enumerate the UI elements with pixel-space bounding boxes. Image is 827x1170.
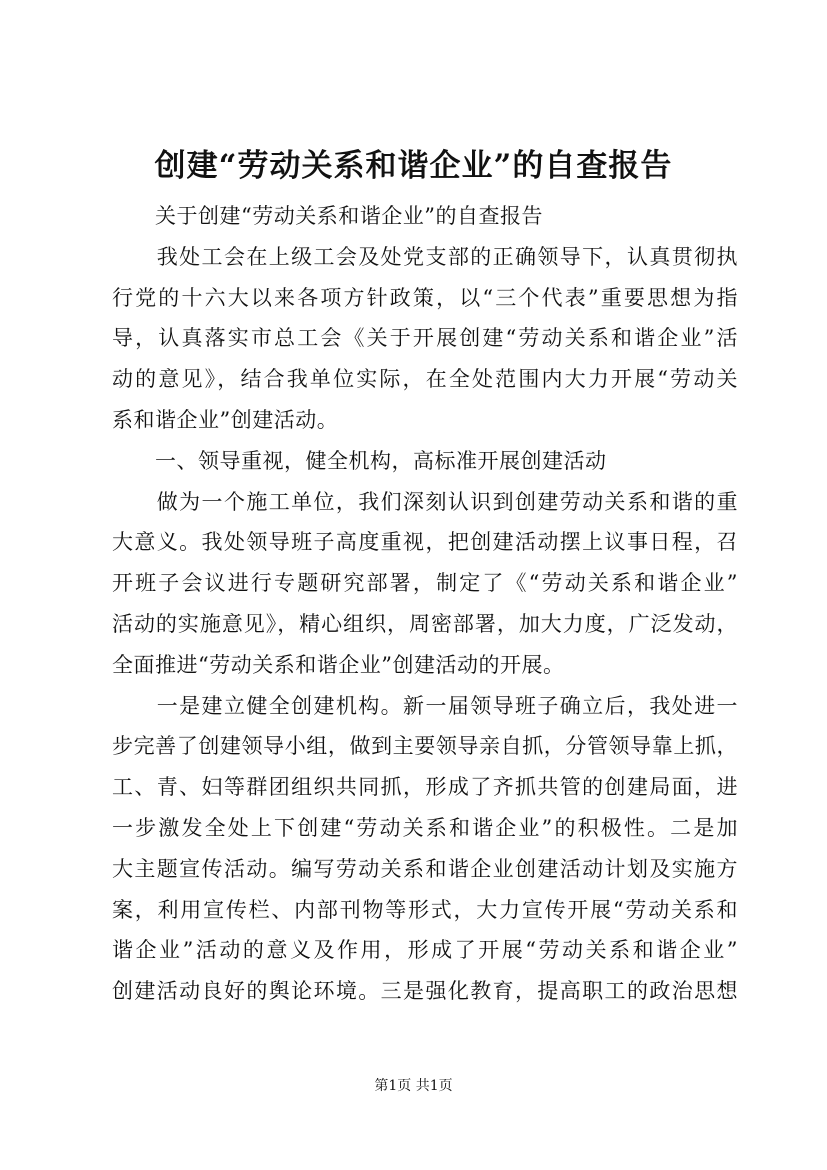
document-body xyxy=(112,196,738,1012)
body-line: 行党的十六大以来各项方针政策，以“三个代表”重要思想为指 xyxy=(112,285,738,310)
section-heading: 一、领导重视，健全机构，高标准开展创建活动 xyxy=(112,448,607,473)
body-line: 开班子会议进行专题研究部署，制定了《“劳动关系和谐企业” xyxy=(112,571,738,596)
body-line: 导，认真落实市总工会《关于开展创建“劳动关系和谐企业”活 xyxy=(112,326,738,351)
body-line: 做为一个施工单位，我们深刻认识到创建劳动关系和谐的重 xyxy=(112,489,738,514)
body-line: 关于创建“劳动关系和谐企业”的自查报告 xyxy=(112,204,543,228)
body-line: 大主题宣传活动。编写劳动关系和谐企业创建活动计划及实施方 xyxy=(112,856,738,881)
body-line: 系和谐企业”创建活动。 xyxy=(112,407,339,432)
body-line: 一是建立健全创建机构。新一届领导班子确立后，我处进一 xyxy=(112,693,738,718)
body-line: 创建活动良好的舆论环境。三是强化教育，提高职工的政治思想 xyxy=(112,979,738,1004)
body-line: 我处工会在上级工会及处党支部的正确领导下，认真贯彻执 xyxy=(112,244,738,269)
body-line: 一步激发全处上下创建“劳动关系和谐企业”的积极性。二是加 xyxy=(112,815,738,840)
page-number-footer: 第1页 共1页 xyxy=(374,1078,453,1094)
body-line: 工、青、妇等群团组织共同抓，形成了齐抓共管的创建局面，进 xyxy=(112,775,738,800)
body-line: 动的意见》，结合我单位实际，在全处范围内大力开展“劳动关 xyxy=(112,367,738,392)
body-line: 全面推进“劳动关系和谐企业”创建活动的开展。 xyxy=(112,652,565,677)
body-line: 谐企业”活动的意义及作用，形成了开展“劳动关系和谐企业” xyxy=(112,938,738,963)
body-line: 大意义。我处领导班子高度重视，把创建活动摆上议事日程，召 xyxy=(112,530,738,555)
document-title: 创建“劳动关系和谐企业”的自查报告 xyxy=(154,148,673,184)
body-line: 案，利用宣传栏、内部刊物等形式，大力宣传开展“劳动关系和 xyxy=(112,897,738,922)
body-line: 步完善了创建领导小组，做到主要领导亲自抓，分管领导靠上抓， xyxy=(112,734,738,759)
body-line: 活动的实施意见》，精心组织，周密部署，加大力度，广泛发动， xyxy=(112,611,738,636)
